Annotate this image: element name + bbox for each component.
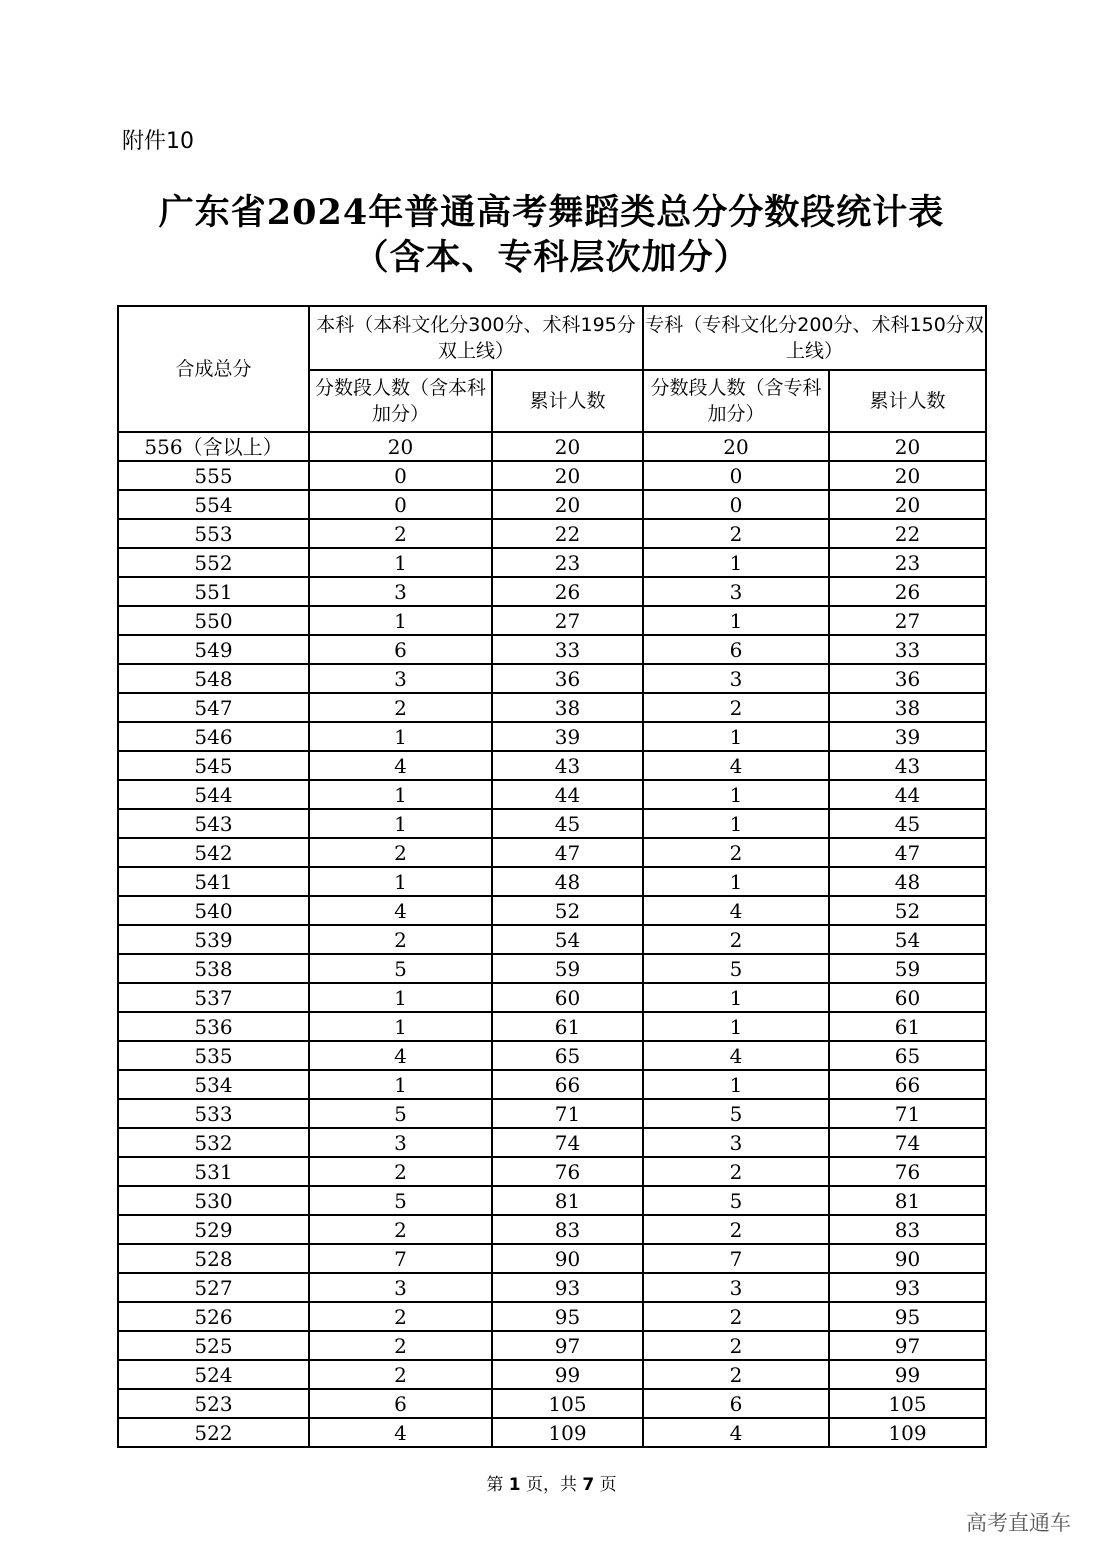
- undergrad-cumulative-cell: 71: [492, 1099, 643, 1128]
- undergrad-cumulative-cell: 27: [492, 606, 643, 635]
- junior-segment-cell: 5: [643, 1099, 829, 1128]
- junior-segment-cell: 2: [643, 1360, 829, 1389]
- table-row: [118, 780, 986, 809]
- undergrad-segment-cell: 2: [309, 925, 492, 954]
- undergrad-cumulative-cell: 81: [492, 1186, 643, 1215]
- score-cell: 543: [118, 809, 309, 838]
- undergrad-segment-cell: 1: [309, 867, 492, 896]
- score-cell: 523: [118, 1389, 309, 1418]
- table-row: [118, 722, 986, 751]
- table-row: [118, 1157, 986, 1186]
- header-score: 合成总分: [118, 306, 309, 432]
- junior-segment-cell: 4: [643, 751, 829, 780]
- table-row: [118, 1389, 986, 1418]
- score-cell: 553: [118, 519, 309, 548]
- junior-cumulative-cell: 95: [829, 1302, 986, 1331]
- undergrad-cumulative-cell: 39: [492, 722, 643, 751]
- undergrad-cumulative-cell: 65: [492, 1041, 643, 1070]
- undergrad-segment-cell: 0: [309, 490, 492, 519]
- undergrad-cumulative-cell: 83: [492, 1215, 643, 1244]
- undergrad-segment-cell: 2: [309, 519, 492, 548]
- undergrad-cumulative-cell: 47: [492, 838, 643, 867]
- junior-cumulative-cell: 44: [829, 780, 986, 809]
- undergrad-segment-cell: 1: [309, 809, 492, 838]
- header-junior-segment: 分数段人数（含专科加分）: [643, 370, 829, 432]
- undergrad-cumulative-cell: 23: [492, 548, 643, 577]
- undergrad-segment-cell: 5: [309, 1099, 492, 1128]
- junior-segment-cell: 1: [643, 1012, 829, 1041]
- undergrad-segment-cell: 6: [309, 635, 492, 664]
- table-row: [118, 1128, 986, 1157]
- undergrad-cumulative-cell: 38: [492, 693, 643, 722]
- header-junior-cumulative: 累计人数: [829, 370, 986, 432]
- junior-segment-cell: 1: [643, 548, 829, 577]
- undergrad-segment-cell: 0: [309, 461, 492, 490]
- junior-segment-cell: 3: [643, 1273, 829, 1302]
- junior-segment-cell: 2: [643, 838, 829, 867]
- score-cell: 544: [118, 780, 309, 809]
- undergrad-segment-cell: 4: [309, 1041, 492, 1070]
- junior-cumulative-cell: 26: [829, 577, 986, 606]
- junior-cumulative-cell: 36: [829, 664, 986, 693]
- score-cell: 524: [118, 1360, 309, 1389]
- junior-cumulative-cell: 20: [829, 461, 986, 490]
- junior-segment-cell: 1: [643, 1070, 829, 1099]
- junior-segment-cell: 0: [643, 461, 829, 490]
- junior-cumulative-cell: 90: [829, 1244, 986, 1273]
- junior-cumulative-cell: 59: [829, 954, 986, 983]
- undergrad-segment-cell: 2: [309, 1331, 492, 1360]
- undergrad-cumulative-cell: 109: [492, 1418, 643, 1447]
- table-row: [118, 867, 986, 896]
- junior-cumulative-cell: 65: [829, 1041, 986, 1070]
- junior-segment-cell: 3: [643, 1128, 829, 1157]
- junior-segment-cell: 5: [643, 954, 829, 983]
- undergrad-cumulative-cell: 54: [492, 925, 643, 954]
- table-row: [118, 432, 986, 461]
- page-footer: [0, 1470, 1103, 1495]
- junior-segment-cell: 6: [643, 635, 829, 664]
- score-cell: 533: [118, 1099, 309, 1128]
- score-cell: 522: [118, 1418, 309, 1447]
- junior-cumulative-cell: 109: [829, 1418, 986, 1447]
- junior-segment-cell: 20: [643, 432, 829, 461]
- junior-cumulative-cell: 38: [829, 693, 986, 722]
- undergrad-cumulative-cell: 43: [492, 751, 643, 780]
- table-row: [118, 809, 986, 838]
- table-row: [118, 548, 986, 577]
- header-junior: 专科（专科文化分200分、术科150分双上线）: [643, 306, 986, 370]
- table-row: [118, 925, 986, 954]
- page-title: 广东省2024年普通高考舞蹈类总分分数段统计表: [158, 192, 945, 233]
- junior-segment-cell: 2: [643, 1157, 829, 1186]
- table-row: [118, 954, 986, 983]
- undergrad-cumulative-cell: 97: [492, 1331, 643, 1360]
- undergrad-segment-cell: 3: [309, 1273, 492, 1302]
- footer-page: 1: [508, 1475, 521, 1495]
- score-cell: 527: [118, 1273, 309, 1302]
- junior-cumulative-cell: 23: [829, 548, 986, 577]
- score-cell: 555: [118, 461, 309, 490]
- undergrad-cumulative-cell: 36: [492, 664, 643, 693]
- undergrad-segment-cell: 1: [309, 548, 492, 577]
- table-row: [118, 1302, 986, 1331]
- score-cell: 539: [118, 925, 309, 954]
- undergrad-segment-cell: 1: [309, 983, 492, 1012]
- junior-cumulative-cell: 99: [829, 1360, 986, 1389]
- junior-segment-cell: 5: [643, 1186, 829, 1215]
- undergrad-segment-cell: 1: [309, 1070, 492, 1099]
- table-row: [118, 1418, 986, 1447]
- undergrad-cumulative-cell: 48: [492, 867, 643, 896]
- junior-segment-cell: 3: [643, 664, 829, 693]
- undergrad-cumulative-cell: 95: [492, 1302, 643, 1331]
- score-cell: 541: [118, 867, 309, 896]
- undergrad-segment-cell: 2: [309, 1157, 492, 1186]
- watermark: 高考直通车: [966, 1511, 1071, 1535]
- score-table: [117, 305, 987, 1448]
- undergrad-segment-cell: 5: [309, 954, 492, 983]
- junior-cumulative-cell: 39: [829, 722, 986, 751]
- undergrad-segment-cell: 2: [309, 1360, 492, 1389]
- junior-cumulative-cell: 81: [829, 1186, 986, 1215]
- header-undergrad-cumulative: 累计人数: [492, 370, 643, 432]
- junior-segment-cell: 1: [643, 780, 829, 809]
- undergrad-segment-cell: 3: [309, 577, 492, 606]
- junior-segment-cell: 4: [643, 1041, 829, 1070]
- junior-cumulative-cell: 54: [829, 925, 986, 954]
- junior-segment-cell: 1: [643, 809, 829, 838]
- score-cell: 556（含以上）: [118, 432, 309, 461]
- junior-segment-cell: 2: [643, 693, 829, 722]
- undergrad-segment-cell: 4: [309, 1418, 492, 1447]
- score-cell: 540: [118, 896, 309, 925]
- undergrad-cumulative-cell: 20: [492, 432, 643, 461]
- table-row: [118, 1099, 986, 1128]
- junior-segment-cell: 2: [643, 925, 829, 954]
- junior-cumulative-cell: 45: [829, 809, 986, 838]
- table-row: [118, 664, 986, 693]
- junior-cumulative-cell: 105: [829, 1389, 986, 1418]
- junior-cumulative-cell: 61: [829, 1012, 986, 1041]
- junior-cumulative-cell: 33: [829, 635, 986, 664]
- table-row: [118, 983, 986, 1012]
- score-cell: 547: [118, 693, 309, 722]
- score-cell: 531: [118, 1157, 309, 1186]
- table-row: [118, 1070, 986, 1099]
- score-cell: 550: [118, 606, 309, 635]
- undergrad-cumulative-cell: 99: [492, 1360, 643, 1389]
- footer-total: 7: [582, 1475, 595, 1495]
- junior-segment-cell: 2: [643, 519, 829, 548]
- undergrad-segment-cell: 2: [309, 1215, 492, 1244]
- footer-middle: 页，共: [526, 1475, 577, 1495]
- undergrad-cumulative-cell: 93: [492, 1273, 643, 1302]
- table-row: [118, 635, 986, 664]
- table-row: [118, 896, 986, 925]
- score-cell: 525: [118, 1331, 309, 1360]
- undergrad-segment-cell: 1: [309, 780, 492, 809]
- table-row: [118, 1041, 986, 1070]
- junior-segment-cell: 0: [643, 490, 829, 519]
- junior-segment-cell: 1: [643, 867, 829, 896]
- table-row: [118, 577, 986, 606]
- undergrad-cumulative-cell: 60: [492, 983, 643, 1012]
- score-cell: 549: [118, 635, 309, 664]
- undergrad-cumulative-cell: 26: [492, 577, 643, 606]
- undergrad-cumulative-cell: 66: [492, 1070, 643, 1099]
- table-row: [118, 751, 986, 780]
- table-row: [118, 1186, 986, 1215]
- score-cell: 534: [118, 1070, 309, 1099]
- table-row: [118, 1215, 986, 1244]
- undergrad-cumulative-cell: 44: [492, 780, 643, 809]
- score-cell: 536: [118, 1012, 309, 1041]
- undergrad-cumulative-cell: 61: [492, 1012, 643, 1041]
- header-undergrad: 本科（本科文化分300分、术科195分双上线）: [309, 306, 643, 370]
- undergrad-segment-cell: 4: [309, 896, 492, 925]
- undergrad-segment-cell: 2: [309, 1302, 492, 1331]
- undergrad-segment-cell: 2: [309, 838, 492, 867]
- table-row: [118, 838, 986, 867]
- score-cell: 535: [118, 1041, 309, 1070]
- junior-cumulative-cell: 66: [829, 1070, 986, 1099]
- score-cell: 526: [118, 1302, 309, 1331]
- junior-cumulative-cell: 48: [829, 867, 986, 896]
- undergrad-segment-cell: 1: [309, 722, 492, 751]
- junior-cumulative-cell: 71: [829, 1099, 986, 1128]
- junior-segment-cell: 6: [643, 1389, 829, 1418]
- junior-cumulative-cell: 22: [829, 519, 986, 548]
- score-cell: 551: [118, 577, 309, 606]
- undergrad-segment-cell: 6: [309, 1389, 492, 1418]
- table-row: [118, 1360, 986, 1389]
- score-cell: 542: [118, 838, 309, 867]
- score-cell: 529: [118, 1215, 309, 1244]
- junior-cumulative-cell: 97: [829, 1331, 986, 1360]
- undergrad-cumulative-cell: 105: [492, 1389, 643, 1418]
- undergrad-cumulative-cell: 76: [492, 1157, 643, 1186]
- junior-segment-cell: 4: [643, 1418, 829, 1447]
- footer-prefix: 第: [486, 1475, 504, 1495]
- junior-cumulative-cell: 76: [829, 1157, 986, 1186]
- junior-segment-cell: 2: [643, 1302, 829, 1331]
- score-cell: 537: [118, 983, 309, 1012]
- undergrad-segment-cell: 7: [309, 1244, 492, 1273]
- junior-cumulative-cell: 93: [829, 1273, 986, 1302]
- undergrad-cumulative-cell: 74: [492, 1128, 643, 1157]
- undergrad-segment-cell: 1: [309, 1012, 492, 1041]
- undergrad-cumulative-cell: 45: [492, 809, 643, 838]
- junior-cumulative-cell: 83: [829, 1215, 986, 1244]
- table-row: [118, 461, 986, 490]
- attachment-label: 附件10: [122, 129, 194, 154]
- header-undergrad-segment: 分数段人数（含本科加分）: [309, 370, 492, 432]
- undergrad-segment-cell: 3: [309, 1128, 492, 1157]
- score-cell: 532: [118, 1128, 309, 1157]
- undergrad-cumulative-cell: 90: [492, 1244, 643, 1273]
- score-cell: 545: [118, 751, 309, 780]
- junior-cumulative-cell: 20: [829, 432, 986, 461]
- junior-segment-cell: 7: [643, 1244, 829, 1273]
- score-cell: 538: [118, 954, 309, 983]
- junior-cumulative-cell: 60: [829, 983, 986, 1012]
- undergrad-cumulative-cell: 52: [492, 896, 643, 925]
- undergrad-segment-cell: 4: [309, 751, 492, 780]
- junior-segment-cell: 1: [643, 722, 829, 751]
- score-cell: 552: [118, 548, 309, 577]
- score-cell: 546: [118, 722, 309, 751]
- score-cell: 554: [118, 490, 309, 519]
- junior-cumulative-cell: 74: [829, 1128, 986, 1157]
- undergrad-segment-cell: 2: [309, 693, 492, 722]
- undergrad-segment-cell: 1: [309, 606, 492, 635]
- table-row: [118, 1012, 986, 1041]
- junior-cumulative-cell: 27: [829, 606, 986, 635]
- undergrad-segment-cell: 5: [309, 1186, 492, 1215]
- score-cell: 548: [118, 664, 309, 693]
- junior-segment-cell: 3: [643, 577, 829, 606]
- score-cell: 530: [118, 1186, 309, 1215]
- undergrad-segment-cell: 20: [309, 432, 492, 461]
- table-row: [118, 1244, 986, 1273]
- page-subtitle: （含本、专科层次加分）: [353, 237, 750, 278]
- undergrad-cumulative-cell: 20: [492, 461, 643, 490]
- table-row: [118, 490, 986, 519]
- junior-segment-cell: 2: [643, 1215, 829, 1244]
- junior-segment-cell: 4: [643, 896, 829, 925]
- undergrad-segment-cell: 3: [309, 664, 492, 693]
- junior-cumulative-cell: 20: [829, 490, 986, 519]
- junior-cumulative-cell: 43: [829, 751, 986, 780]
- undergrad-cumulative-cell: 59: [492, 954, 643, 983]
- table-row: [118, 1331, 986, 1360]
- table-row: [118, 519, 986, 548]
- footer-suffix: 页: [599, 1475, 617, 1495]
- score-cell: 528: [118, 1244, 309, 1273]
- junior-segment-cell: 1: [643, 983, 829, 1012]
- junior-segment-cell: 2: [643, 1331, 829, 1360]
- undergrad-cumulative-cell: 20: [492, 490, 643, 519]
- junior-cumulative-cell: 52: [829, 896, 986, 925]
- undergrad-cumulative-cell: 22: [492, 519, 643, 548]
- table-row: [118, 1273, 986, 1302]
- table-row: [118, 606, 986, 635]
- junior-cumulative-cell: 47: [829, 838, 986, 867]
- undergrad-cumulative-cell: 33: [492, 635, 643, 664]
- table-row: [118, 693, 986, 722]
- junior-segment-cell: 1: [643, 606, 829, 635]
